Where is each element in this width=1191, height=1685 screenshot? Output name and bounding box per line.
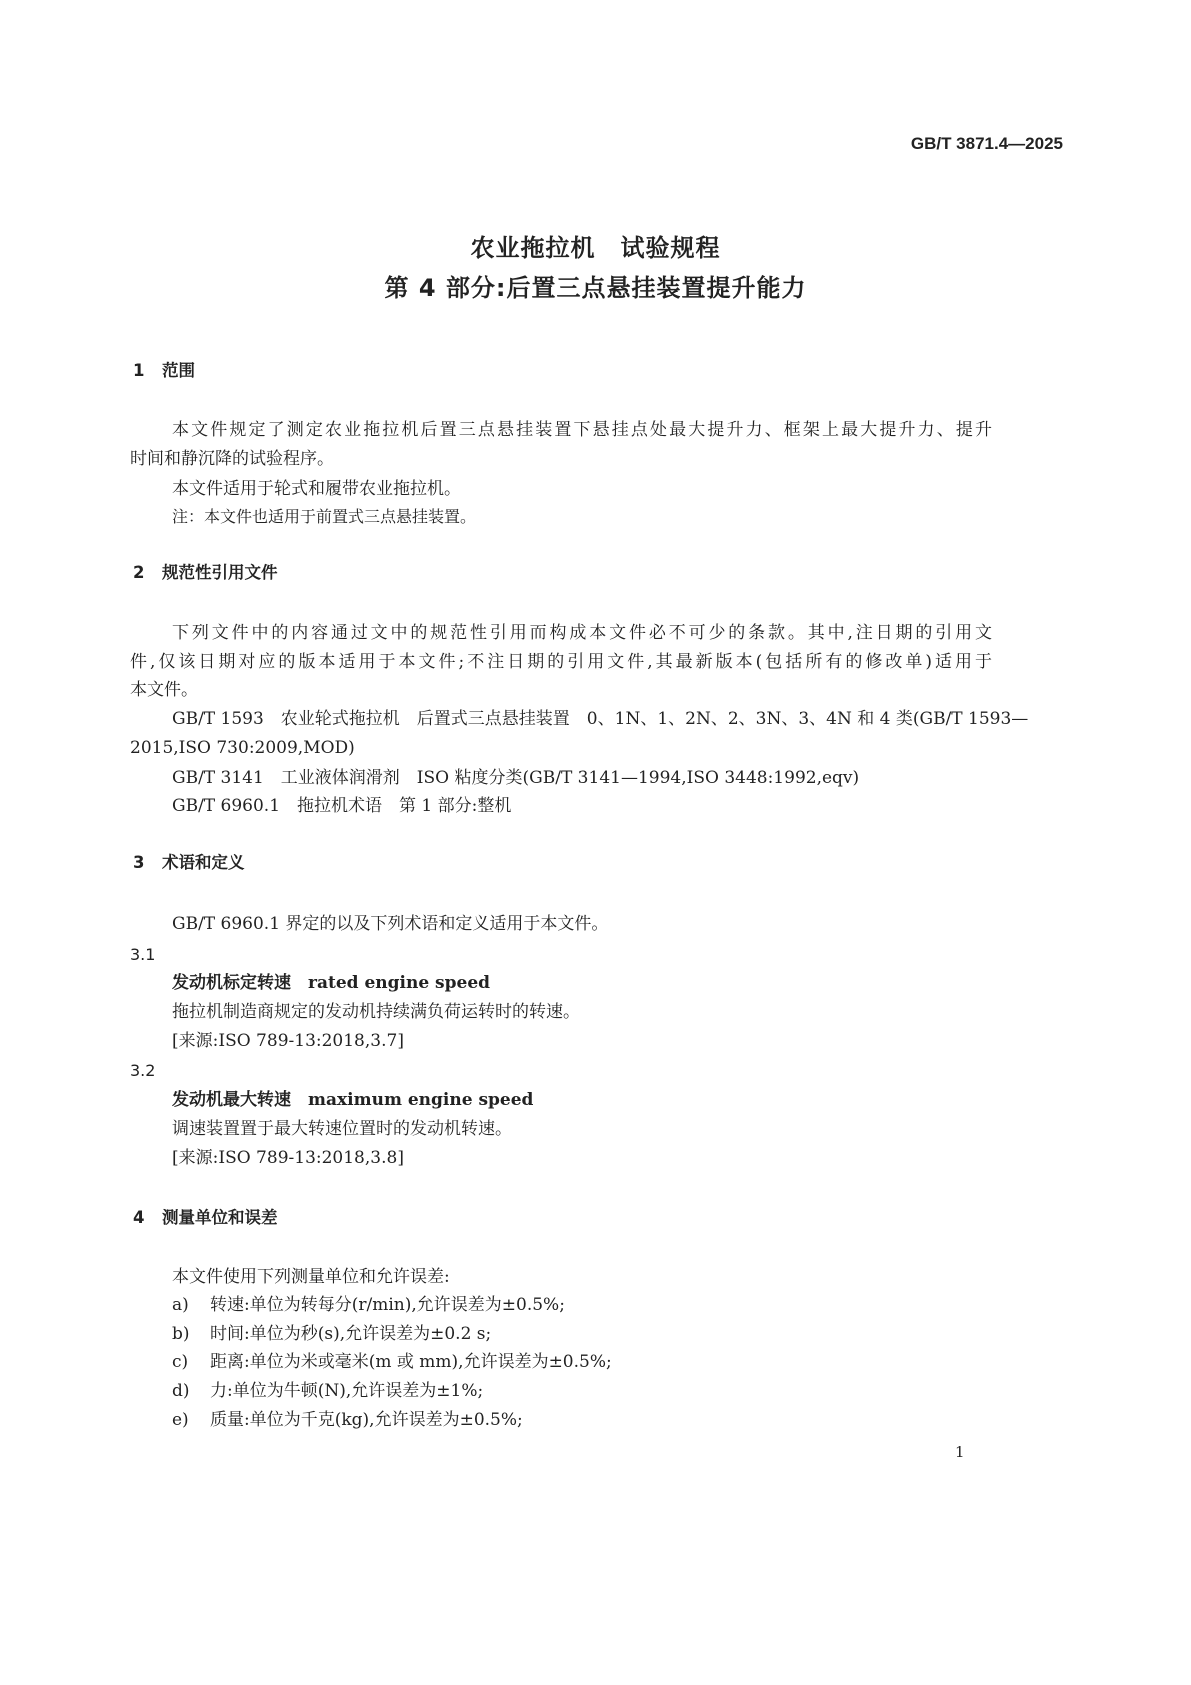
list-item: 时间:单位为秒(s),允许误差为±0.2 s;: [210, 1324, 492, 1344]
list-item: 距离:单位为米或毫米(m 或 mm),允许误差为±0.5%;: [210, 1352, 612, 1372]
document-number: GB/T 3871.4—2025: [910, 134, 1063, 153]
term-source: [来源:ISO 789-13:2018,3.7]: [172, 1031, 404, 1051]
list-item: 力:单位为牛顿(N),允许误差为±1%;: [210, 1381, 484, 1401]
section-3-heading: 术语和定义: [162, 853, 245, 872]
paragraph-line: 件,仅该日期对应的版本适用于本文件;不注日期的引用文件,其最新版本(包括所有的修改单)适用于: [130, 652, 992, 672]
section-4-number: 4: [133, 1208, 145, 1227]
reference-item-cont: 2015,ISO 730:2009,MOD): [130, 738, 355, 758]
paragraph: GB/T 6960.1 界定的以及下列术语和定义适用于本文件。: [172, 914, 609, 934]
term-definition: 拖拉机制造商规定的发动机持续满负荷运转时的转速。: [172, 1002, 580, 1022]
paragraph-line: 时间和静沉降的试验程序。: [130, 449, 334, 469]
term-definition: 调速装置置于最大转速位置时的发动机转速。: [172, 1119, 512, 1139]
paragraph-line: 下列文件中的内容通过文中的规范性引用而构成本文件必不可少的条款。其中,注日期的引用文: [172, 623, 992, 643]
section-2-number: 2: [133, 563, 145, 582]
list-label: b): [172, 1324, 190, 1344]
term-title: 发动机标定转速 rated engine speed: [172, 973, 491, 993]
document-title: 农业拖拉机 试验规程: [470, 234, 721, 262]
note: 注：本文件也适用于前置式三点悬挂装置。: [172, 507, 477, 526]
paragraph-line: 本文件规定了测定农业拖拉机后置三点悬挂装置下悬挂点处最大提升力、框架上最大提升力、提升: [172, 420, 992, 440]
section-4-heading: 测量单位和误差: [162, 1208, 278, 1227]
list-label: e): [172, 1410, 189, 1430]
paragraph-line: 本文件。: [130, 680, 198, 700]
list-item: 转速:单位为转每分(r/min),允许误差为±0.5%;: [210, 1295, 565, 1315]
term-title: 发动机最大转速 maximum engine speed: [172, 1090, 534, 1110]
section-2-heading: 规范性引用文件: [162, 563, 278, 582]
term-number: 3.1: [130, 945, 156, 964]
term-number: 3.2: [130, 1061, 156, 1080]
list-label: a): [172, 1295, 189, 1315]
section-1-number: 1: [133, 361, 145, 380]
list-item: 质量:单位为千克(kg),允许误差为±0.5%;: [210, 1410, 523, 1430]
reference-item: GB/T 6960.1 拖拉机术语 第 1 部分:整机: [172, 796, 512, 816]
reference-item: GB/T 1593 农业轮式拖拉机 后置式三点悬挂装置 0、1N、1、2N、2、3N、3、4N 和 4 类(GB/T 1593—: [172, 709, 1029, 729]
reference-item: GB/T 3141 工业液体润滑剂 ISO 粘度分类(GB/T 3141—1994,ISO 3448:1992,eqv): [172, 768, 860, 788]
list-label: c): [172, 1352, 189, 1372]
page-number: 1: [955, 1443, 965, 1461]
section-3-number: 3: [133, 853, 145, 872]
section-1-heading: 范围: [162, 361, 195, 380]
term-source: [来源:ISO 789-13:2018,3.8]: [172, 1148, 404, 1168]
paragraph: 本文件使用下列测量单位和允许误差:: [172, 1267, 450, 1287]
document-subtitle: 第 4 部分:后置三点悬挂装置提升能力: [384, 274, 807, 302]
list-label: d): [172, 1381, 190, 1401]
paragraph: 本文件适用于轮式和履带农业拖拉机。: [172, 479, 461, 499]
